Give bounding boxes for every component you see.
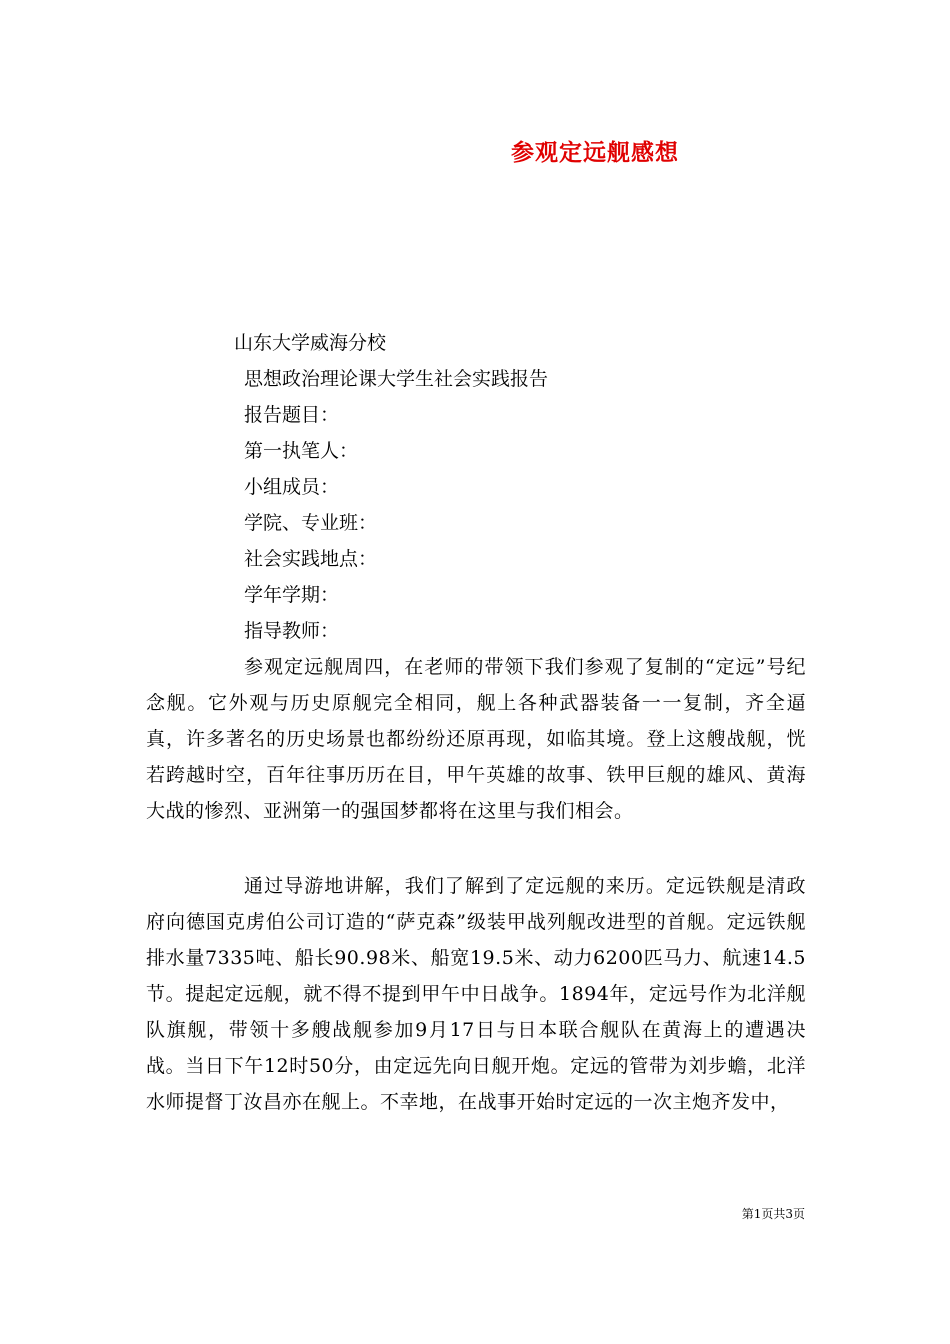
semester-label: 学年学期： [244,584,340,606]
college-class-label: 学院、专业班： [244,512,378,534]
paragraph-2: 通过导游地讲解，我们了解到了定远舰的来历。定远铁舰是清政府向德国克虏伯公司订造的“萨克森”级装甲战列舰改进型的首舰。定远铁舰排水量7335吨、船长90.98米、船宽19.5米、动力6200匹马力、航速14.5节。提起定远舰，就不得不提到甲午中日战争。1894年，定远号作为北洋舰队旗舰，带领十多艘战舰参加9月17日与日本联合舰队在黄海上的遭遇决战。当日下午12时50分，由定远先向日舰开炮。定远的管带为刘步蟾，北洋水师提督丁汝昌亦在舰上。不幸地，在战事开始时定远的一次主炮齐发中， [146,875,806,1113]
document-title: 参观定远舰感想 [511,140,679,166]
advisor-label: 指导教师： [244,620,340,642]
paragraph-1: 参观定远舰周四，在老师的带领下我们参观了复制的“定远”号纪念舰。它外观与历史原舰完全相同，舰上各种武器装备一一复制，齐全逼真，许多著名的历史场景也都纷纷还原再现，如临其境。登上这艘战舰，恍若跨越时空，百年往事历历在目，甲午英雄的故事、铁甲巨舰的雄风、黄海大战的惨烈、亚洲第一的强国梦都将在这里与我们相会。 [146,656,806,822]
school-name: 山东大学威海分校 [234,332,387,354]
first-author-label: 第一执笔人： [244,440,359,462]
report-topic-label: 报告题目： [244,404,340,426]
group-members-label: 小组成员： [244,476,340,498]
practice-location-label: 社会实践地点： [244,548,378,570]
page-footer: 第1页共3页 [741,1207,805,1221]
report-type: 思想政治理论课大学生社会实践报告 [244,368,549,390]
